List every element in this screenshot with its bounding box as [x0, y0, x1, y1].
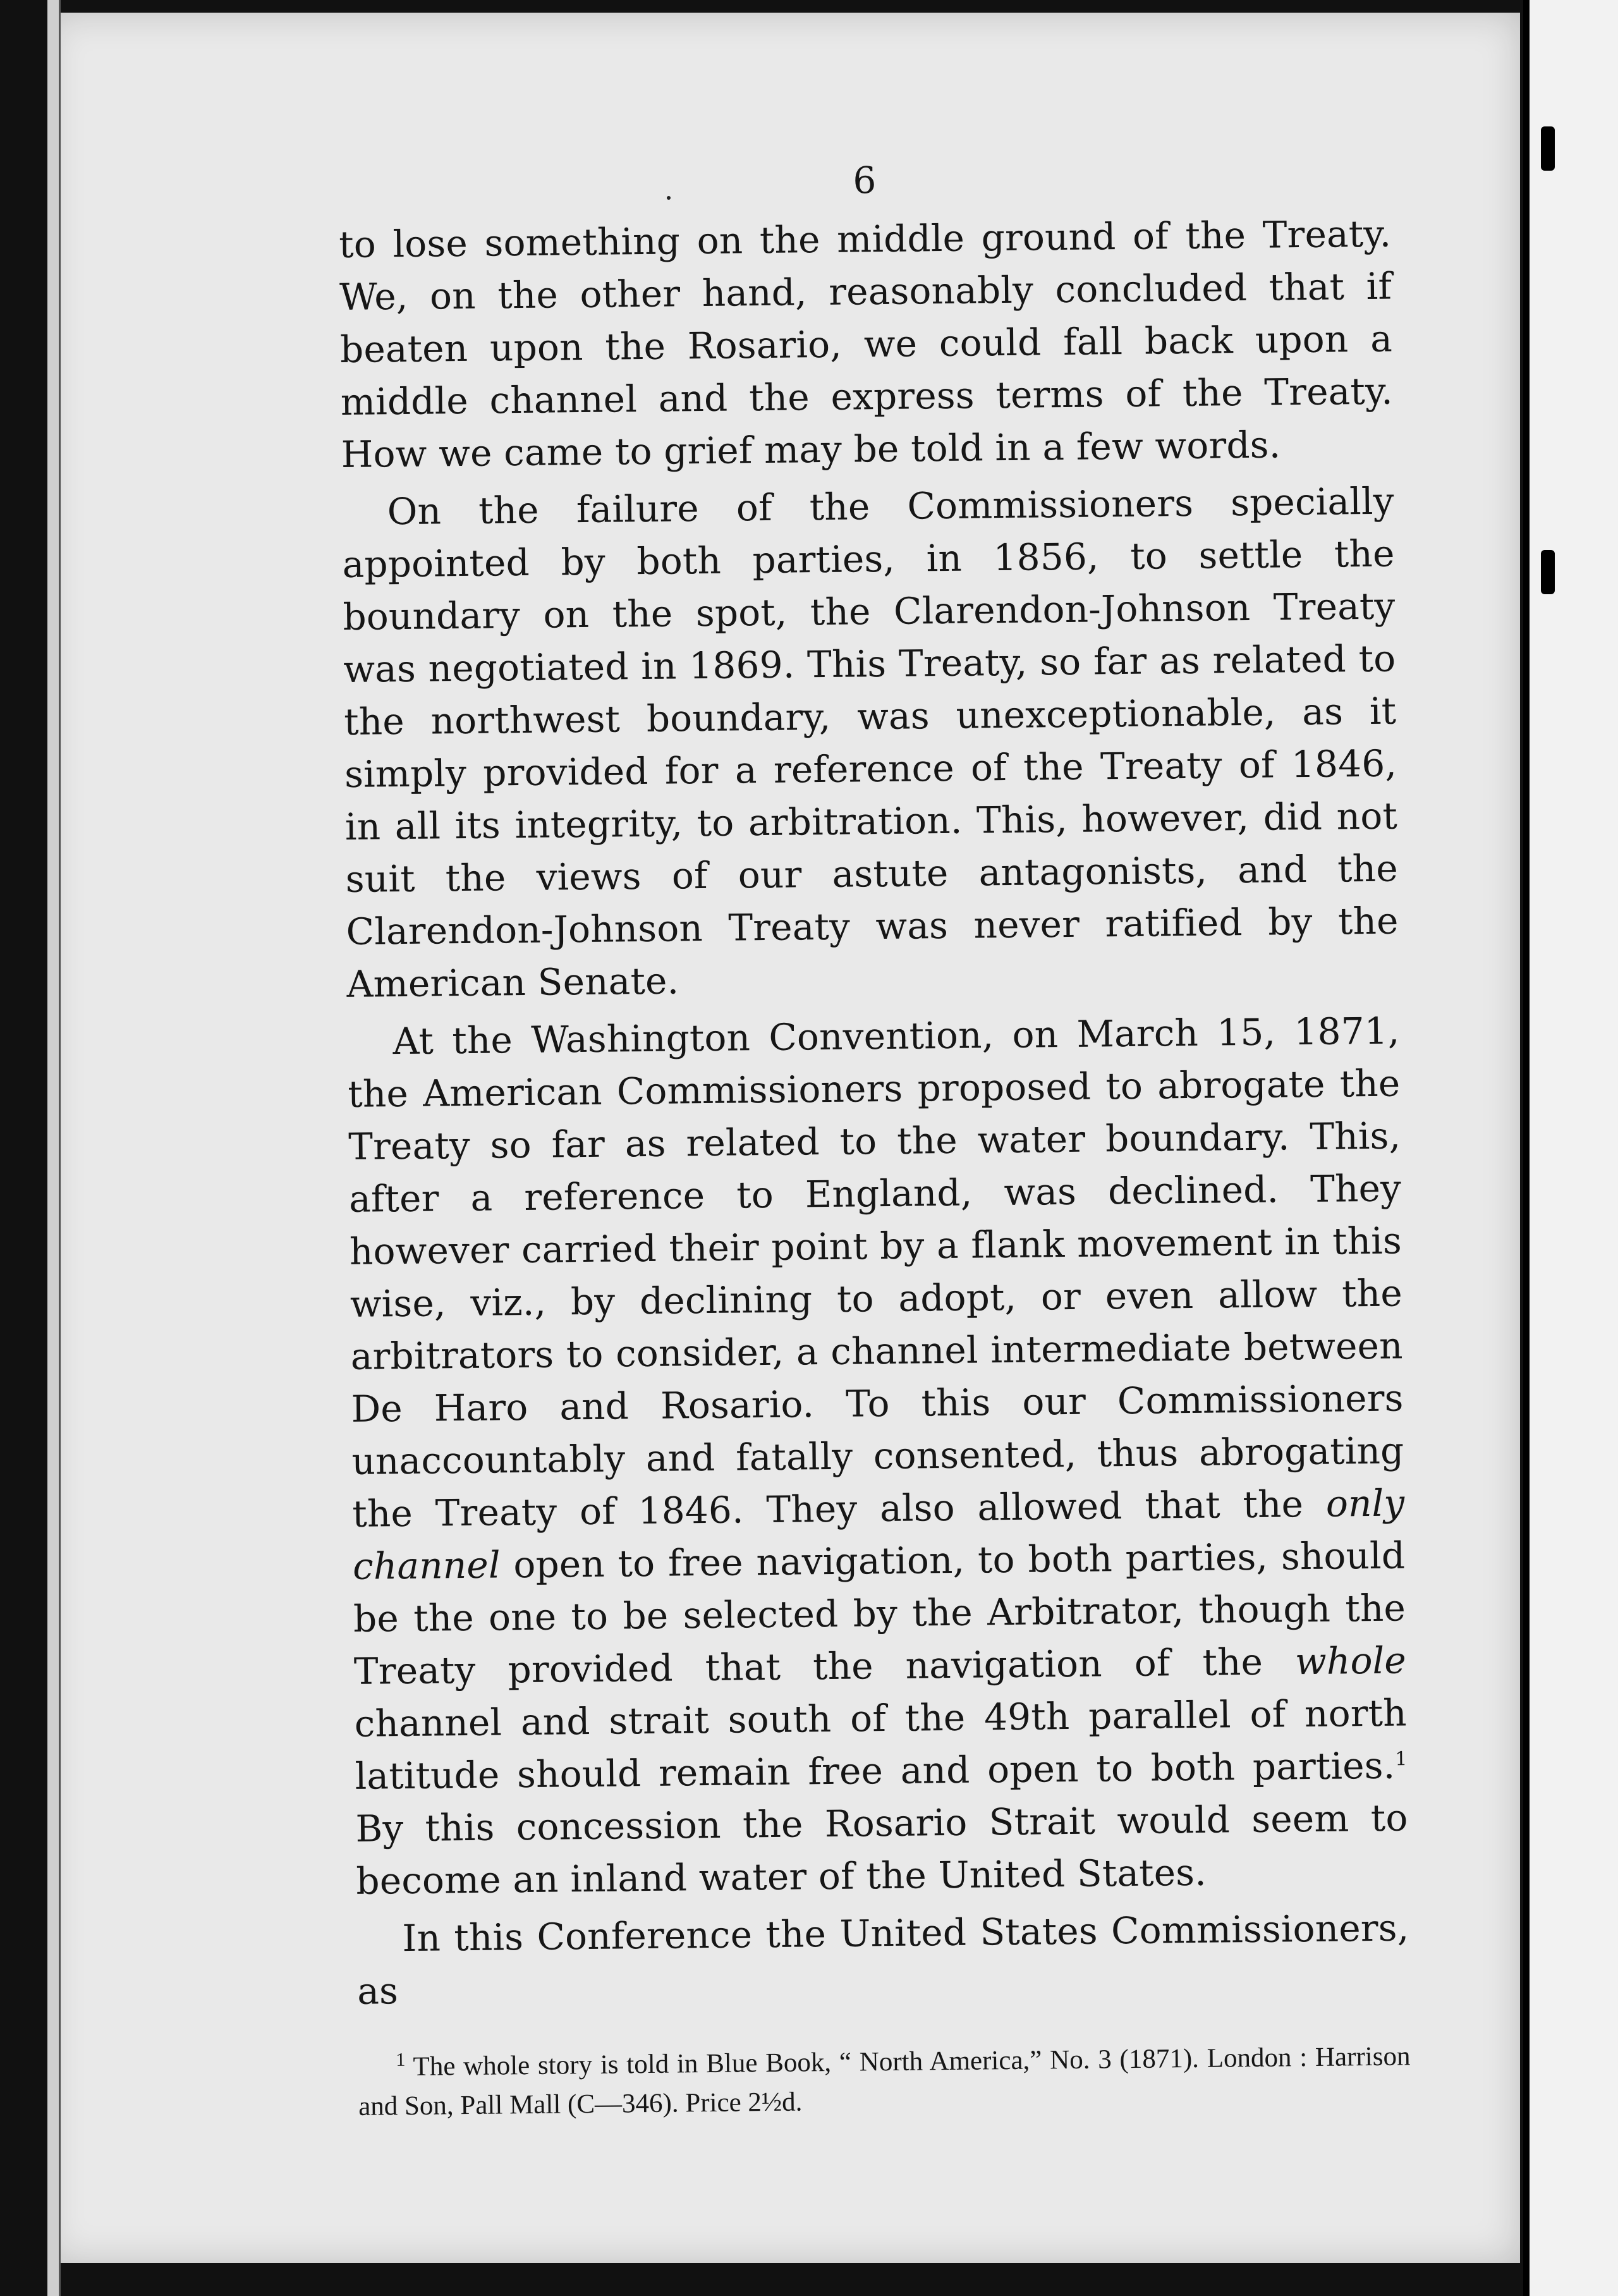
paragraph — [341, 475, 1399, 1011]
footnote-reference: 1 — [1395, 1748, 1408, 1771]
book-spine — [1523, 0, 1618, 2296]
paragraph-text: At the Washington Convention, on March 15, 1871, the American Commissioners proposed to abrogate the Treaty so far as related to the water boundary. This, after a reference to England, was declined. They however carried their point by a flank movement in this wise, viz., by declining to adopt, or even allow the arbitrators to consider, a channel intermediate between De Haro and Rosario. To this our Commissioners unaccountably and fatally consented, thus abrogating the Treaty of 1846. They also allowed that the — [348, 1009, 1404, 1536]
paragraph — [339, 208, 1394, 481]
paragraph-text: By this concession the Rosario Strait would seem to become an inland water of the United States. — [355, 1796, 1408, 1903]
footnote — [358, 2037, 1411, 2126]
paragraph-text: On the failure of the Commissioners specially appointed by both parties, in 1856, to settle the boundary on the spot, the Clarendon-Johnson Treaty was negotiated in 1869. This Treaty, so far as related to the northwest boundary, was unexceptionable, as it simply provided for a reference of the Treaty of 1846, in all its integrity, to arbitration. This, however, did not suit the views of our astute antagonists, and the Clarendon-Johnson Treaty was never ratified by the American Senate. — [342, 479, 1399, 1006]
paragraph — [347, 1004, 1409, 1907]
spine-mark — [1541, 126, 1555, 171]
paragraph-text: open to free navigation, to both parties, should be the one to be selected by the Arbitrator, though the Treaty provided that the navigation of the — [353, 1534, 1406, 1693]
footnote-marker: 1 — [396, 2049, 406, 2070]
emphasis-text: whole — [1294, 1639, 1407, 1683]
paragraph-text: In this Conference the United States Commissioners, as — [356, 1906, 1409, 2013]
emphasis-text: only channel — [352, 1481, 1405, 1588]
page-edge — [47, 0, 61, 2296]
paragraph — [356, 1902, 1410, 2017]
paragraph-text: to lose something on the middle ground of the Treaty. We, on the other hand, reasonably concluded that if beaten upon the Rosario, we could fall back upon a middle channel and the express terms of the Treaty. How we came to grief may be told in a few words. — [338, 212, 1394, 476]
paragraph-text: channel and strait south of the 49th parallel of north latitude should remain free and open to both parties. — [354, 1691, 1408, 1798]
footnote-text: The whole story is told in Blue Book, “ North America,” No. 3 (1871). London : Harrison and Son, Pall Mall (C—346). Price 2½d. — [358, 2041, 1411, 2122]
body-text — [339, 208, 1410, 2018]
page-text — [338, 154, 1411, 2127]
page-number: 6 — [853, 159, 877, 202]
spine-mark — [1541, 550, 1555, 594]
